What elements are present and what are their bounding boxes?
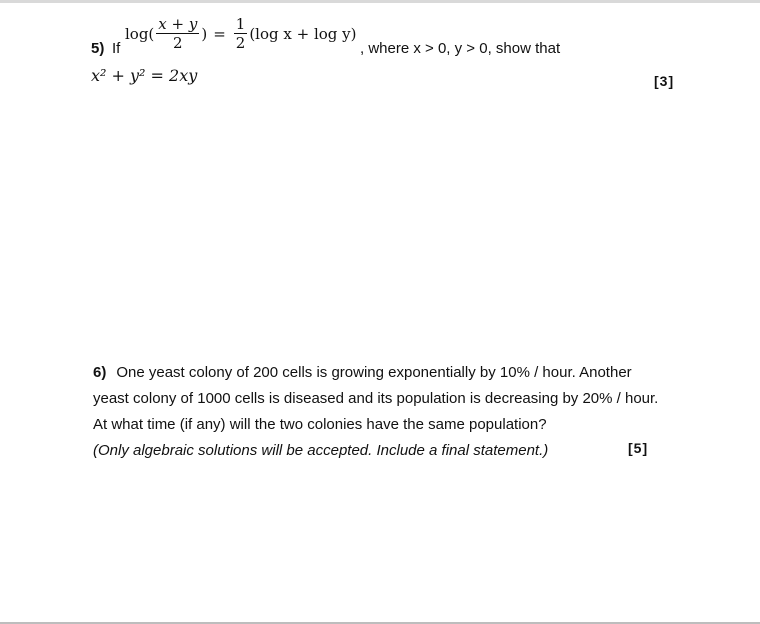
lhs-log: log( xyxy=(125,25,155,43)
lhs-denominator: 2 xyxy=(173,34,183,52)
lhs-numerator: x + y xyxy=(158,15,198,33)
question-5-result: x² + y² = 2xy xyxy=(91,66,198,85)
lhs-close-paren: ) xyxy=(201,25,208,43)
rhs-fraction xyxy=(234,17,248,51)
question-5-if: If xyxy=(112,40,121,57)
rhs-denominator: 2 xyxy=(235,34,246,52)
top-divider xyxy=(0,0,760,3)
question-6-line-1 xyxy=(93,360,693,386)
equals-sign: = xyxy=(213,25,226,43)
question-6-note: (Only algebraic solutions will be accepted. Include a final statement.) xyxy=(93,442,549,459)
lhs-fraction xyxy=(156,17,199,51)
question-5-number: 5) xyxy=(91,40,105,57)
rhs-expression: (log x + log y) xyxy=(249,25,357,43)
question-6-text-1: One yeast colony of 200 cells is growing exponentially by 10% / hour. Another xyxy=(116,364,632,381)
question-6-marks: [5] xyxy=(628,440,649,456)
question-6-line-3: At what time (if any) will the two colonies have the same population? xyxy=(93,416,547,433)
question-5-marks: [3] xyxy=(654,73,675,89)
question-5-conditions: , where x > 0, y > 0, show that xyxy=(360,40,561,57)
question-6-number: 6) xyxy=(93,364,107,381)
question-6 xyxy=(93,360,693,464)
question-6-line-2: yeast colony of 1000 cells is diseased and its population is decreasing by 20% / hour. xyxy=(93,390,659,407)
question-5-equation xyxy=(125,14,356,54)
rhs-numerator: 1 xyxy=(235,15,246,33)
